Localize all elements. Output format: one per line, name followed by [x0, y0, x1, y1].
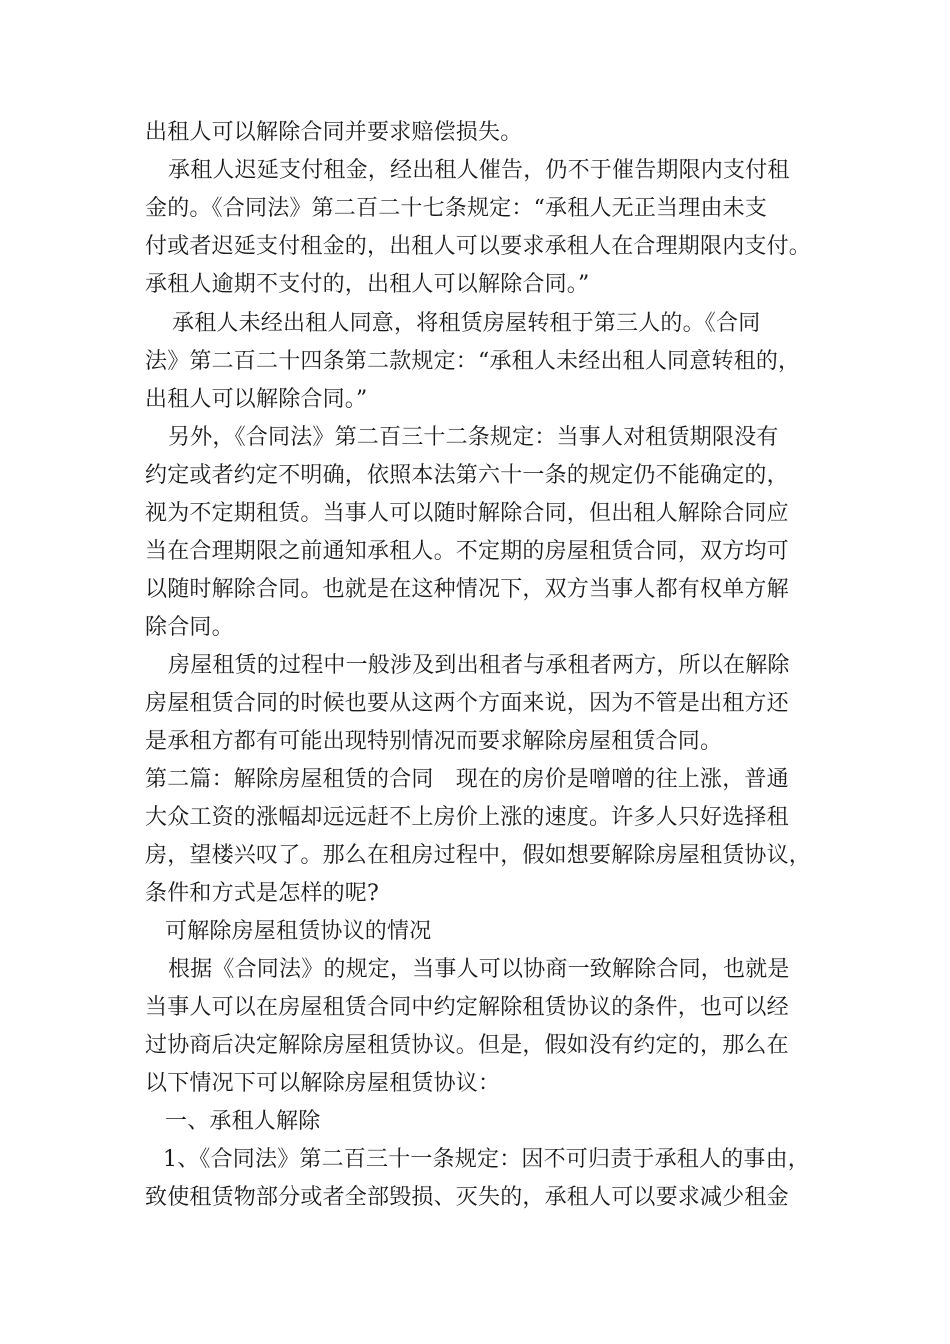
text-line: 致使租赁物部分或者全部毁损、灭失的，承租人可以要求减少租金 [145, 1185, 789, 1210]
text-line: 付或者迟延支付租金的，出租人可以要求承租人在合理期限内支付。 [145, 234, 812, 259]
text-line: 承租人未经出租人同意，将租赁房屋转租于第三人的。《合同 [172, 311, 761, 336]
text-line: 是承租方都有可能出现特别情况而要求解除房屋租赁合同。 [145, 729, 723, 754]
text-line: 当事人可以在房屋租赁合同中约定解除租赁协议的条件，也可以经 [145, 995, 789, 1020]
text-line: 以随时解除合同。也就是在这种情况下，双方当事人都有权单方解 [145, 577, 789, 602]
text-line: 出租人可以解除合同。” [145, 387, 368, 412]
text-line: 出租人可以解除合同并要求赔偿损失。 [145, 120, 523, 145]
text-line: 1、《合同法》第二百三十一条规定：因不可归责于承租人的事由， [163, 1147, 810, 1172]
subheading-line: 可解除房屋租赁协议的情况 [165, 919, 432, 944]
text-line: 过协商后决定解除房屋租赁协议。但是，假如没有约定的，那么在 [145, 1033, 789, 1058]
text-line: 承租人迟延支付租金，经出租人催告，仍不于催告期限内支付租 [168, 158, 790, 183]
subheading-line: 一、承租人解除 [165, 1109, 321, 1134]
text-line: 大众工资的涨幅却远远赶不上房价上涨的速度。许多人只好选择租 [145, 805, 789, 830]
text-line: 根据《合同法》的规定，当事人可以协商一致解除合同，也就是 [168, 957, 790, 982]
text-line: 条件和方式是怎样的呢? [145, 881, 379, 906]
section-heading-line: 第二篇：解除房屋租赁的合同 现在的房价是噌噌的往上涨，普通 [145, 767, 789, 792]
text-line: 房屋租赁合同的时候也要从这两个方面来说，因为不管是出租方还 [145, 691, 789, 716]
text-line: 视为不定期租赁。当事人可以随时解除合同，但出租人解除合同应 [145, 501, 789, 526]
text-line: 以下情况下可以解除房屋租赁协议： [145, 1071, 501, 1096]
text-line: 除合同。 [145, 615, 234, 640]
text-line: 金的。《合同法》第二百二十七条规定：“承租人无正当理由未支 [145, 196, 768, 221]
text-line: 法》第二百二十四条第二款规定：“承租人未经出租人同意转租的， [145, 349, 801, 374]
text-line: 约定或者约定不明确，依照本法第六十一条的规定仍不能确定的， [145, 463, 789, 488]
text-line: 房屋租赁的过程中一般涉及到出租者与承租者两方，所以在解除 [168, 653, 790, 678]
text-line: 房，望楼兴叹了。那么在租房过程中，假如想要解除房屋租赁协议， [145, 843, 812, 868]
text-line: 当在合理期限之前通知承租人。不定期的房屋租赁合同，双方均可 [145, 539, 789, 564]
text-line: 承租人逾期不支付的，出租人可以解除合同。” [145, 272, 590, 297]
text-line: 另外，《合同法》第二百三十二条规定：当事人对租赁期限没有 [168, 425, 779, 450]
